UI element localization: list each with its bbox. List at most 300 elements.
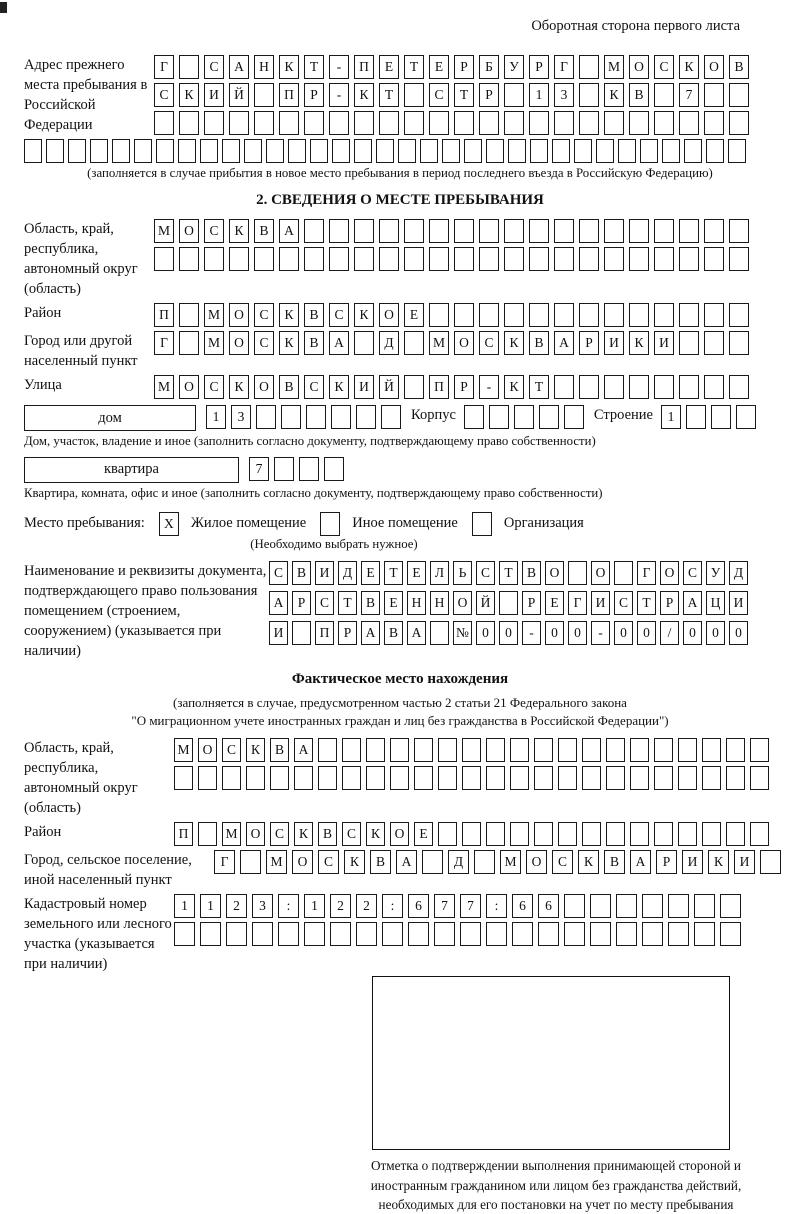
char-cell[interactable] bbox=[590, 894, 611, 918]
char-cell[interactable] bbox=[642, 922, 663, 946]
char-cell[interactable] bbox=[414, 738, 433, 762]
char-cell[interactable] bbox=[728, 139, 746, 163]
char-cell[interactable] bbox=[134, 139, 152, 163]
char-cell[interactable] bbox=[590, 922, 611, 946]
char-cell[interactable]: 3 bbox=[231, 405, 251, 429]
char-cell[interactable] bbox=[579, 219, 599, 243]
char-cell[interactable] bbox=[679, 219, 699, 243]
char-cell[interactable] bbox=[579, 303, 599, 327]
char-cell[interactable] bbox=[614, 561, 633, 585]
char-cell[interactable] bbox=[510, 766, 529, 790]
char-cell[interactable]: К bbox=[354, 303, 374, 327]
char-cell[interactable] bbox=[331, 405, 351, 429]
char-cell[interactable] bbox=[254, 247, 274, 271]
char-cell[interactable] bbox=[288, 139, 306, 163]
char-cell[interactable]: С bbox=[204, 55, 224, 79]
char-cell[interactable] bbox=[252, 922, 273, 946]
char-cell[interactable] bbox=[342, 766, 361, 790]
char-cell[interactable] bbox=[729, 331, 749, 355]
char-cell[interactable]: О bbox=[254, 375, 274, 399]
char-cell[interactable]: Т bbox=[499, 561, 518, 585]
char-cell[interactable]: В bbox=[254, 219, 274, 243]
char-cell[interactable] bbox=[582, 822, 601, 846]
char-cell[interactable]: А bbox=[329, 331, 349, 355]
char-cell[interactable] bbox=[174, 922, 195, 946]
char-cell[interactable] bbox=[178, 139, 196, 163]
char-cell[interactable]: Р bbox=[660, 591, 679, 615]
char-cell[interactable] bbox=[654, 738, 673, 762]
char-cell[interactable]: - bbox=[479, 375, 499, 399]
char-cell[interactable]: С bbox=[614, 591, 633, 615]
char-cell[interactable]: С bbox=[222, 738, 241, 762]
char-cell[interactable]: А bbox=[630, 850, 651, 874]
char-cell[interactable] bbox=[702, 822, 721, 846]
char-cell[interactable]: П bbox=[174, 822, 193, 846]
char-cell[interactable] bbox=[454, 247, 474, 271]
char-cell[interactable] bbox=[460, 922, 481, 946]
char-cell[interactable] bbox=[630, 766, 649, 790]
char-cell[interactable]: П bbox=[154, 303, 174, 327]
char-cell[interactable]: К bbox=[229, 219, 249, 243]
char-cell[interactable] bbox=[198, 822, 217, 846]
char-cell[interactable] bbox=[408, 922, 429, 946]
char-cell[interactable] bbox=[279, 247, 299, 271]
char-cell[interactable] bbox=[379, 247, 399, 271]
char-cell[interactable] bbox=[438, 822, 457, 846]
char-cell[interactable]: С bbox=[315, 591, 334, 615]
char-cell[interactable]: 0 bbox=[637, 621, 656, 645]
char-cell[interactable]: Р bbox=[304, 83, 324, 107]
char-cell[interactable] bbox=[356, 405, 376, 429]
char-cell[interactable]: К bbox=[329, 375, 349, 399]
char-cell[interactable] bbox=[606, 738, 625, 762]
char-cell[interactable] bbox=[464, 139, 482, 163]
char-cell[interactable] bbox=[304, 111, 324, 135]
char-cell[interactable]: Т bbox=[454, 83, 474, 107]
char-cell[interactable] bbox=[332, 139, 350, 163]
char-cell[interactable] bbox=[529, 247, 549, 271]
char-cell[interactable] bbox=[342, 738, 361, 762]
char-cell[interactable] bbox=[720, 922, 741, 946]
char-cell[interactable]: 1 bbox=[529, 83, 549, 107]
char-cell[interactable] bbox=[354, 331, 374, 355]
char-cell[interactable] bbox=[606, 766, 625, 790]
char-cell[interactable]: К bbox=[504, 375, 524, 399]
char-cell[interactable] bbox=[329, 247, 349, 271]
char-cell[interactable]: К bbox=[246, 738, 265, 762]
char-cell[interactable] bbox=[704, 219, 724, 243]
char-cell[interactable]: С bbox=[154, 83, 174, 107]
char-cell[interactable]: В bbox=[270, 738, 289, 762]
char-cell[interactable]: О bbox=[629, 55, 649, 79]
char-cell[interactable] bbox=[564, 894, 585, 918]
char-cell[interactable]: Т bbox=[384, 561, 403, 585]
char-cell[interactable]: К bbox=[279, 55, 299, 79]
char-cell[interactable] bbox=[704, 331, 724, 355]
char-cell[interactable] bbox=[704, 375, 724, 399]
char-cell[interactable] bbox=[512, 922, 533, 946]
char-cell[interactable] bbox=[678, 766, 697, 790]
char-cell[interactable] bbox=[654, 766, 673, 790]
char-cell[interactable] bbox=[504, 219, 524, 243]
char-cell[interactable] bbox=[404, 111, 424, 135]
char-cell[interactable] bbox=[318, 738, 337, 762]
char-cell[interactable]: В bbox=[729, 55, 749, 79]
char-cell[interactable] bbox=[606, 822, 625, 846]
char-cell[interactable]: Р bbox=[292, 591, 311, 615]
char-cell[interactable]: К bbox=[504, 331, 524, 355]
char-cell[interactable] bbox=[654, 111, 674, 135]
char-cell[interactable]: Е bbox=[404, 303, 424, 327]
char-cell[interactable]: - bbox=[522, 621, 541, 645]
char-cell[interactable]: 0 bbox=[706, 621, 725, 645]
char-cell[interactable] bbox=[489, 405, 509, 429]
char-cell[interactable] bbox=[454, 303, 474, 327]
checkbox-other-premises[interactable] bbox=[320, 512, 340, 536]
char-cell[interactable] bbox=[398, 139, 416, 163]
char-cell[interactable] bbox=[382, 922, 403, 946]
char-cell[interactable]: М bbox=[500, 850, 521, 874]
char-cell[interactable] bbox=[254, 83, 274, 107]
char-cell[interactable] bbox=[229, 111, 249, 135]
char-cell[interactable]: И bbox=[604, 331, 624, 355]
char-cell[interactable]: В bbox=[629, 83, 649, 107]
char-cell[interactable] bbox=[564, 922, 585, 946]
char-cell[interactable] bbox=[266, 139, 284, 163]
char-cell[interactable]: Д bbox=[338, 561, 357, 585]
char-cell[interactable]: Н bbox=[407, 591, 426, 615]
char-cell[interactable] bbox=[679, 375, 699, 399]
char-cell[interactable]: Е bbox=[379, 55, 399, 79]
char-cell[interactable] bbox=[616, 894, 637, 918]
char-cell[interactable] bbox=[366, 766, 385, 790]
checkbox-residential[interactable]: X bbox=[159, 512, 179, 536]
char-cell[interactable] bbox=[554, 219, 574, 243]
char-cell[interactable] bbox=[381, 405, 401, 429]
char-cell[interactable]: Л bbox=[430, 561, 449, 585]
char-cell[interactable]: С bbox=[552, 850, 573, 874]
char-cell[interactable] bbox=[499, 591, 518, 615]
char-cell[interactable]: 7 bbox=[249, 457, 269, 481]
char-cell[interactable] bbox=[442, 139, 460, 163]
char-cell[interactable]: 2 bbox=[330, 894, 351, 918]
char-cell[interactable] bbox=[454, 219, 474, 243]
char-cell[interactable]: С bbox=[429, 83, 449, 107]
char-cell[interactable]: М bbox=[204, 331, 224, 355]
char-cell[interactable] bbox=[629, 247, 649, 271]
char-cell[interactable]: В bbox=[279, 375, 299, 399]
char-cell[interactable]: 6 bbox=[408, 894, 429, 918]
char-cell[interactable]: И bbox=[654, 331, 674, 355]
char-cell[interactable] bbox=[629, 219, 649, 243]
char-cell[interactable]: 0 bbox=[614, 621, 633, 645]
char-cell[interactable] bbox=[68, 139, 86, 163]
char-cell[interactable] bbox=[270, 766, 289, 790]
char-cell[interactable]: С bbox=[654, 55, 674, 79]
char-cell[interactable] bbox=[564, 405, 584, 429]
char-cell[interactable]: С bbox=[304, 375, 324, 399]
char-cell[interactable] bbox=[514, 405, 534, 429]
char-cell[interactable] bbox=[668, 894, 689, 918]
char-cell[interactable] bbox=[629, 375, 649, 399]
char-cell[interactable] bbox=[704, 303, 724, 327]
char-cell[interactable] bbox=[244, 139, 262, 163]
char-cell[interactable] bbox=[642, 894, 663, 918]
char-cell[interactable] bbox=[462, 738, 481, 762]
char-cell[interactable]: 0 bbox=[499, 621, 518, 645]
char-cell[interactable] bbox=[154, 247, 174, 271]
char-cell[interactable]: Е bbox=[429, 55, 449, 79]
char-cell[interactable] bbox=[279, 111, 299, 135]
char-cell[interactable]: К bbox=[679, 55, 699, 79]
char-cell[interactable]: У bbox=[706, 561, 725, 585]
char-cell[interactable] bbox=[579, 55, 599, 79]
char-cell[interactable]: 7 bbox=[434, 894, 455, 918]
char-cell[interactable]: О bbox=[591, 561, 610, 585]
char-cell[interactable]: О bbox=[179, 219, 199, 243]
char-cell[interactable]: С bbox=[204, 375, 224, 399]
char-cell[interactable] bbox=[434, 922, 455, 946]
char-cell[interactable]: № bbox=[453, 621, 472, 645]
char-cell[interactable] bbox=[356, 922, 377, 946]
char-cell[interactable] bbox=[204, 111, 224, 135]
char-cell[interactable] bbox=[729, 83, 749, 107]
char-cell[interactable] bbox=[222, 139, 240, 163]
char-cell[interactable]: О bbox=[454, 331, 474, 355]
char-cell[interactable]: 1 bbox=[206, 405, 226, 429]
char-cell[interactable]: Ц bbox=[706, 591, 725, 615]
char-cell[interactable] bbox=[304, 247, 324, 271]
char-cell[interactable] bbox=[438, 738, 457, 762]
char-cell[interactable]: Й bbox=[379, 375, 399, 399]
char-cell[interactable] bbox=[278, 922, 299, 946]
char-cell[interactable]: Г bbox=[637, 561, 656, 585]
char-cell[interactable]: Ь bbox=[453, 561, 472, 585]
char-cell[interactable]: К bbox=[229, 375, 249, 399]
char-cell[interactable] bbox=[422, 850, 443, 874]
char-cell[interactable] bbox=[281, 405, 301, 429]
char-cell[interactable] bbox=[529, 219, 549, 243]
char-cell[interactable]: А bbox=[294, 738, 313, 762]
char-cell[interactable] bbox=[558, 738, 577, 762]
char-cell[interactable] bbox=[568, 561, 587, 585]
char-cell[interactable] bbox=[324, 457, 344, 481]
char-cell[interactable] bbox=[679, 247, 699, 271]
char-cell[interactable]: Д bbox=[729, 561, 748, 585]
char-cell[interactable]: О bbox=[198, 738, 217, 762]
char-cell[interactable]: А bbox=[269, 591, 288, 615]
char-cell[interactable]: Й bbox=[476, 591, 495, 615]
char-cell[interactable] bbox=[294, 766, 313, 790]
char-cell[interactable]: А bbox=[554, 331, 574, 355]
char-cell[interactable] bbox=[226, 922, 247, 946]
char-cell[interactable] bbox=[479, 247, 499, 271]
char-cell[interactable]: С bbox=[479, 331, 499, 355]
char-cell[interactable]: А bbox=[279, 219, 299, 243]
char-cell[interactable] bbox=[479, 111, 499, 135]
char-cell[interactable] bbox=[310, 139, 328, 163]
char-cell[interactable]: 3 bbox=[554, 83, 574, 107]
char-cell[interactable]: С bbox=[476, 561, 495, 585]
char-cell[interactable] bbox=[538, 922, 559, 946]
char-cell[interactable] bbox=[179, 303, 199, 327]
char-cell[interactable] bbox=[200, 139, 218, 163]
char-cell[interactable]: Т bbox=[637, 591, 656, 615]
char-cell[interactable] bbox=[604, 375, 624, 399]
char-cell[interactable]: А bbox=[396, 850, 417, 874]
char-cell[interactable]: Й bbox=[229, 83, 249, 107]
char-cell[interactable] bbox=[198, 766, 217, 790]
char-cell[interactable]: О bbox=[246, 822, 265, 846]
char-cell[interactable]: П bbox=[279, 83, 299, 107]
char-cell[interactable]: Е bbox=[384, 591, 403, 615]
char-cell[interactable] bbox=[329, 219, 349, 243]
char-cell[interactable]: - bbox=[591, 621, 610, 645]
char-cell[interactable]: К bbox=[279, 303, 299, 327]
char-cell[interactable] bbox=[711, 405, 731, 429]
char-cell[interactable]: А bbox=[361, 621, 380, 645]
char-cell[interactable]: Г bbox=[568, 591, 587, 615]
char-cell[interactable] bbox=[404, 375, 424, 399]
char-cell[interactable] bbox=[534, 738, 553, 762]
char-cell[interactable]: / bbox=[660, 621, 679, 645]
char-cell[interactable]: Т bbox=[379, 83, 399, 107]
char-cell[interactable] bbox=[304, 219, 324, 243]
char-cell[interactable]: И bbox=[315, 561, 334, 585]
char-cell[interactable] bbox=[486, 822, 505, 846]
char-cell[interactable]: Р bbox=[656, 850, 677, 874]
char-cell[interactable]: М bbox=[154, 219, 174, 243]
char-cell[interactable]: И bbox=[354, 375, 374, 399]
char-cell[interactable]: К bbox=[294, 822, 313, 846]
char-cell[interactable] bbox=[579, 375, 599, 399]
char-cell[interactable] bbox=[200, 922, 221, 946]
char-cell[interactable] bbox=[534, 822, 553, 846]
char-cell[interactable] bbox=[404, 83, 424, 107]
char-cell[interactable] bbox=[530, 139, 548, 163]
char-cell[interactable]: Р bbox=[522, 591, 541, 615]
char-cell[interactable]: 1 bbox=[661, 405, 681, 429]
char-cell[interactable] bbox=[604, 247, 624, 271]
char-cell[interactable]: А bbox=[229, 55, 249, 79]
char-cell[interactable]: Р bbox=[579, 331, 599, 355]
char-cell[interactable] bbox=[750, 766, 769, 790]
char-cell[interactable] bbox=[554, 111, 574, 135]
char-cell[interactable]: О bbox=[660, 561, 679, 585]
char-cell[interactable] bbox=[474, 850, 495, 874]
char-cell[interactable]: П bbox=[315, 621, 334, 645]
char-cell[interactable] bbox=[720, 894, 741, 918]
char-cell[interactable] bbox=[486, 139, 504, 163]
char-cell[interactable]: Т bbox=[404, 55, 424, 79]
char-cell[interactable]: Т bbox=[529, 375, 549, 399]
char-cell[interactable]: 3 bbox=[252, 894, 273, 918]
char-cell[interactable]: П bbox=[429, 375, 449, 399]
char-cell[interactable] bbox=[579, 83, 599, 107]
char-cell[interactable] bbox=[486, 766, 505, 790]
char-cell[interactable] bbox=[222, 766, 241, 790]
char-cell[interactable]: А bbox=[407, 621, 426, 645]
char-cell[interactable]: О bbox=[292, 850, 313, 874]
char-cell[interactable]: Н bbox=[254, 55, 274, 79]
char-cell[interactable]: И bbox=[269, 621, 288, 645]
char-cell[interactable] bbox=[604, 303, 624, 327]
char-cell[interactable] bbox=[726, 766, 745, 790]
char-cell[interactable] bbox=[404, 219, 424, 243]
char-cell[interactable] bbox=[229, 247, 249, 271]
char-cell[interactable] bbox=[729, 375, 749, 399]
char-cell[interactable] bbox=[254, 111, 274, 135]
char-cell[interactable]: : bbox=[278, 894, 299, 918]
char-cell[interactable]: 1 bbox=[200, 894, 221, 918]
char-cell[interactable]: О bbox=[229, 303, 249, 327]
char-cell[interactable] bbox=[630, 738, 649, 762]
char-cell[interactable] bbox=[662, 139, 680, 163]
char-cell[interactable] bbox=[156, 139, 174, 163]
char-cell[interactable] bbox=[479, 219, 499, 243]
char-cell[interactable] bbox=[390, 738, 409, 762]
char-cell[interactable] bbox=[582, 738, 601, 762]
char-cell[interactable] bbox=[420, 139, 438, 163]
char-cell[interactable] bbox=[429, 303, 449, 327]
char-cell[interactable] bbox=[574, 139, 592, 163]
char-cell[interactable] bbox=[306, 405, 326, 429]
char-cell[interactable] bbox=[729, 303, 749, 327]
char-cell[interactable] bbox=[46, 139, 64, 163]
char-cell[interactable]: Г bbox=[154, 331, 174, 355]
char-cell[interactable] bbox=[529, 303, 549, 327]
char-cell[interactable]: Р bbox=[454, 375, 474, 399]
char-cell[interactable]: С bbox=[342, 822, 361, 846]
char-cell[interactable]: 0 bbox=[683, 621, 702, 645]
char-cell[interactable] bbox=[686, 405, 706, 429]
char-cell[interactable]: С bbox=[254, 331, 274, 355]
checkbox-organization[interactable] bbox=[472, 512, 492, 536]
char-cell[interactable] bbox=[554, 303, 574, 327]
char-cell[interactable] bbox=[376, 139, 394, 163]
char-cell[interactable]: О bbox=[704, 55, 724, 79]
char-cell[interactable]: К bbox=[578, 850, 599, 874]
char-cell[interactable]: Т bbox=[304, 55, 324, 79]
char-cell[interactable]: Б bbox=[479, 55, 499, 79]
char-cell[interactable] bbox=[678, 822, 697, 846]
char-cell[interactable]: В bbox=[604, 850, 625, 874]
char-cell[interactable] bbox=[729, 247, 749, 271]
char-cell[interactable]: М bbox=[204, 303, 224, 327]
char-cell[interactable] bbox=[736, 405, 756, 429]
char-cell[interactable] bbox=[654, 303, 674, 327]
char-cell[interactable]: М bbox=[154, 375, 174, 399]
char-cell[interactable] bbox=[750, 822, 769, 846]
char-cell[interactable] bbox=[629, 111, 649, 135]
char-cell[interactable] bbox=[694, 894, 715, 918]
char-cell[interactable] bbox=[604, 111, 624, 135]
char-cell[interactable] bbox=[729, 219, 749, 243]
char-cell[interactable] bbox=[318, 766, 337, 790]
char-cell[interactable] bbox=[684, 139, 702, 163]
char-cell[interactable] bbox=[552, 139, 570, 163]
char-cell[interactable]: К bbox=[279, 331, 299, 355]
char-cell[interactable]: 6 bbox=[538, 894, 559, 918]
char-cell[interactable] bbox=[429, 111, 449, 135]
char-cell[interactable]: И bbox=[682, 850, 703, 874]
char-cell[interactable] bbox=[464, 405, 484, 429]
char-cell[interactable]: В bbox=[529, 331, 549, 355]
char-cell[interactable]: В bbox=[522, 561, 541, 585]
char-cell[interactable]: К bbox=[629, 331, 649, 355]
char-cell[interactable] bbox=[179, 55, 199, 79]
char-cell[interactable] bbox=[404, 331, 424, 355]
